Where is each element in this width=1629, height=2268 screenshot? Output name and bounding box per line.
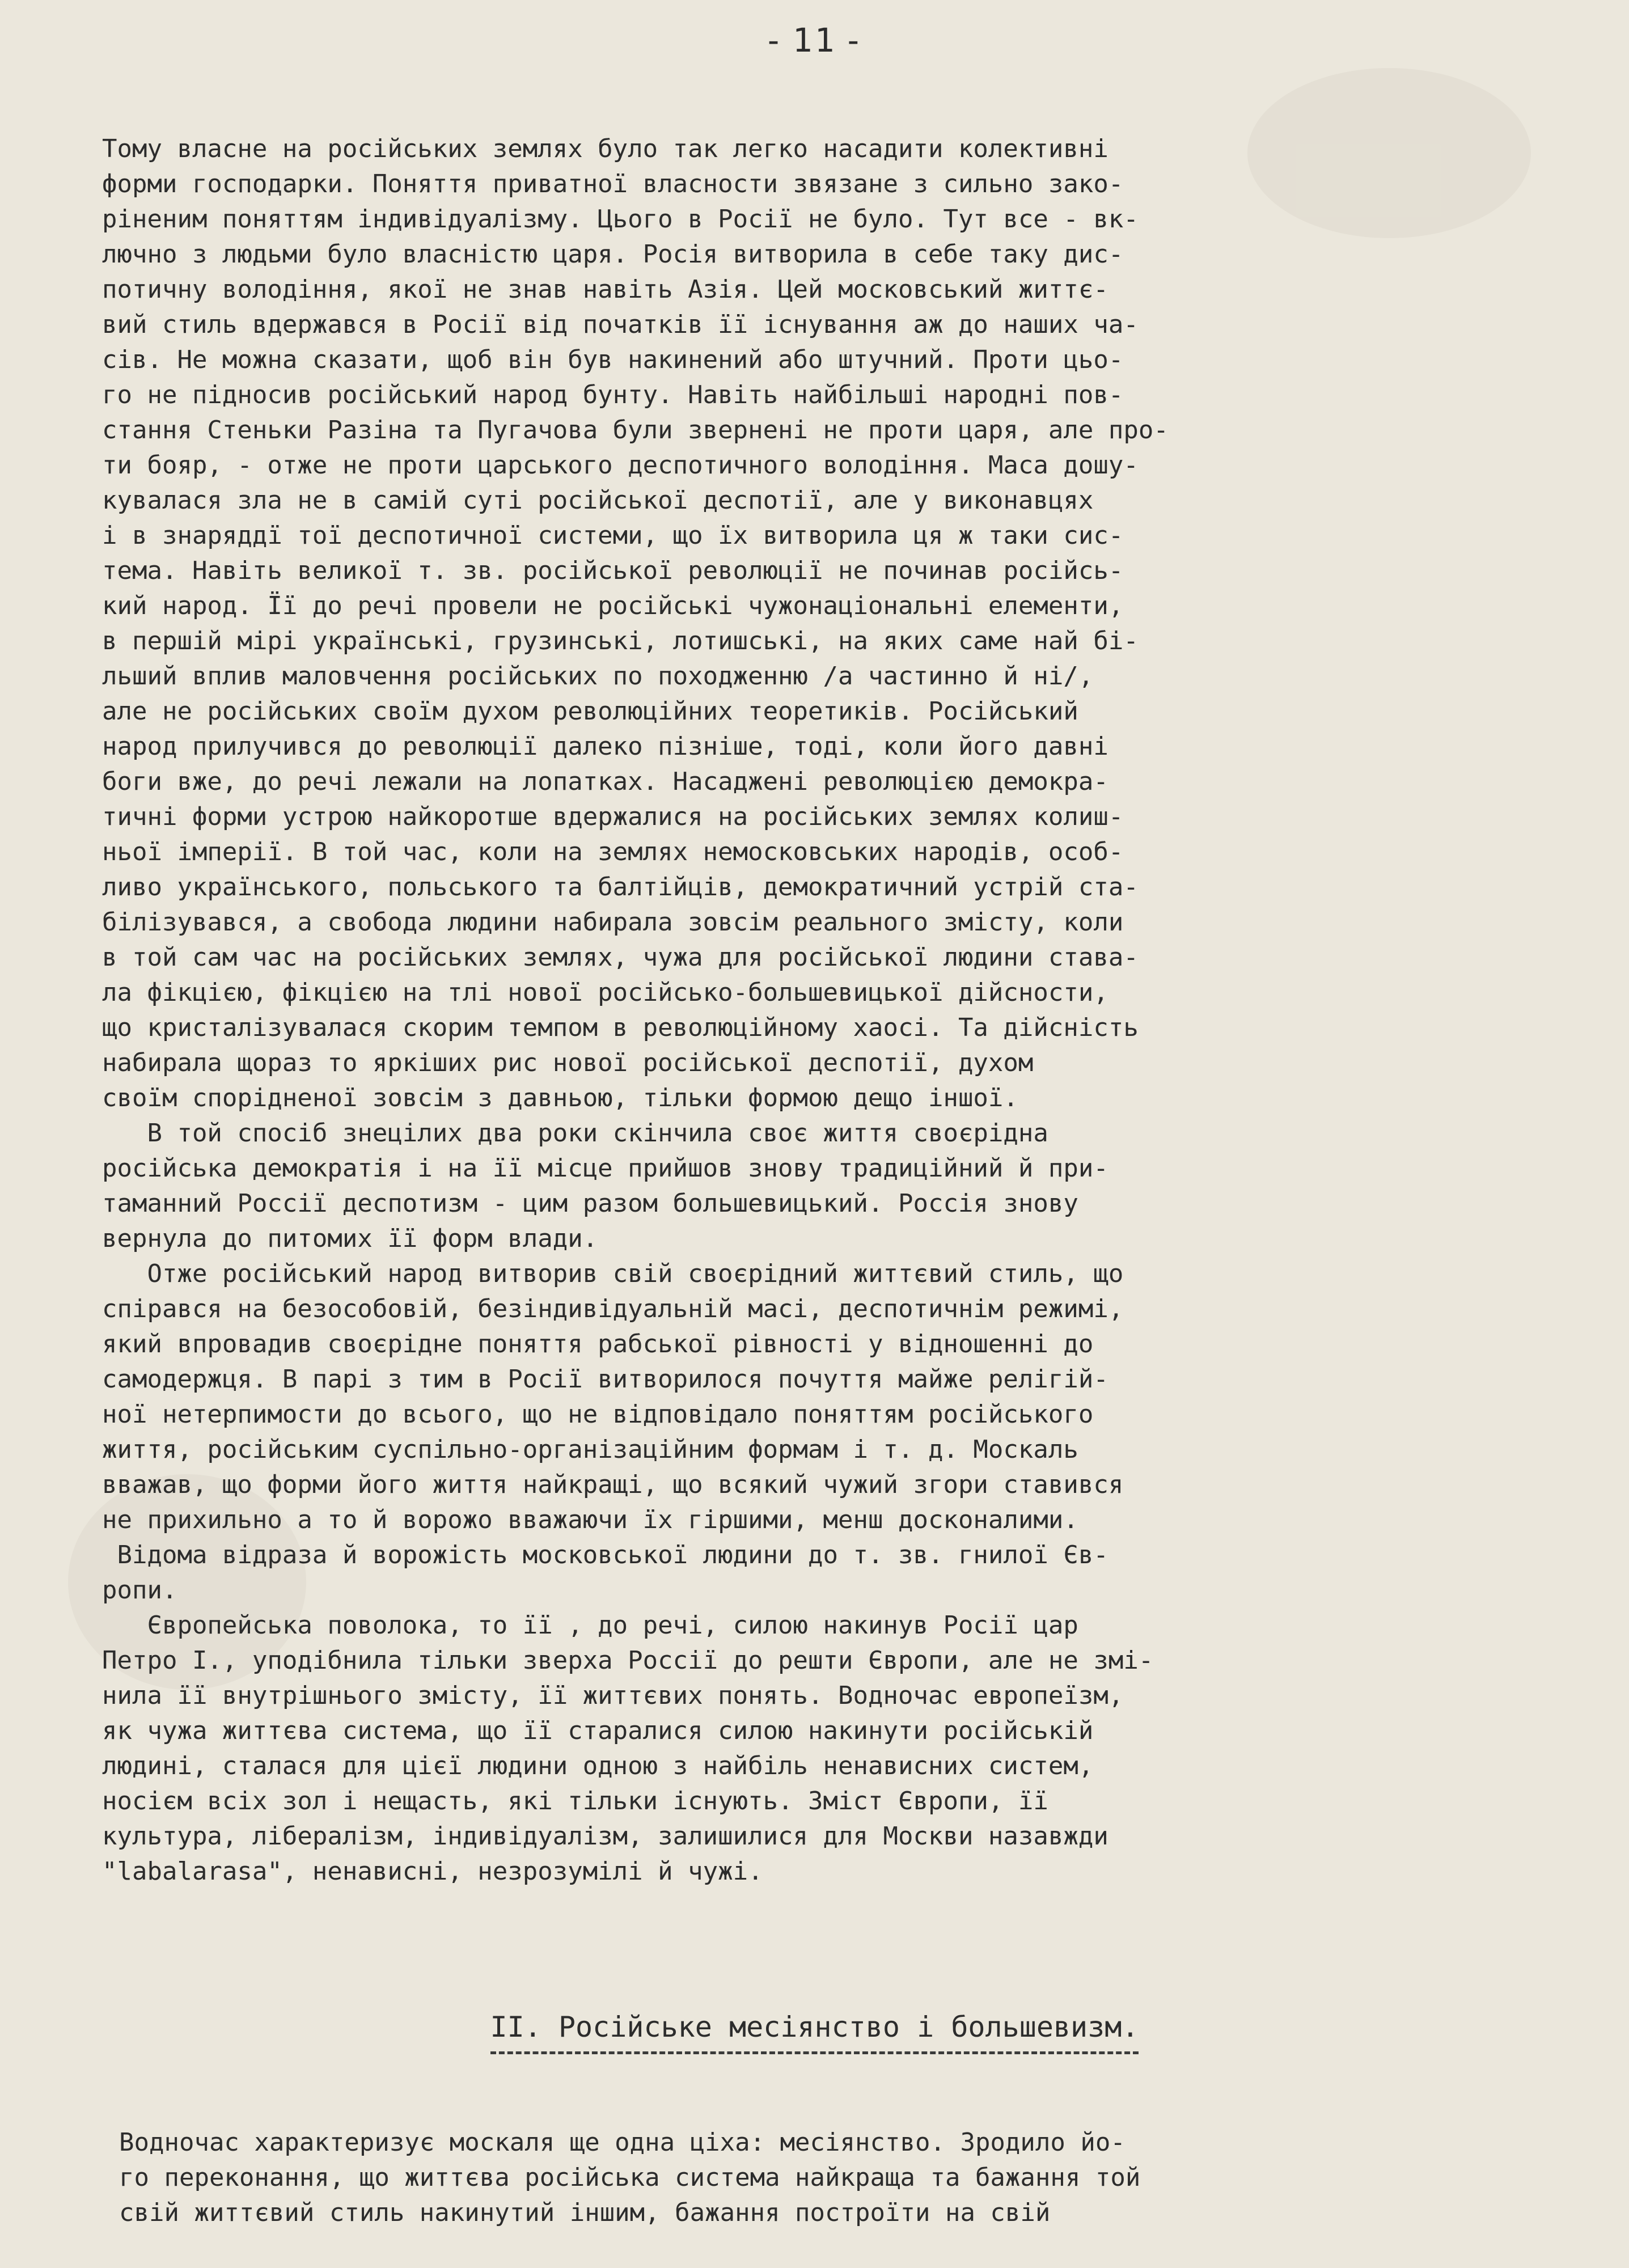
closing-paragraph — [119, 2125, 1571, 2231]
text-line: і в знаряддї тої деспотичної системи, що їх витворила ця ж таки сис- — [102, 521, 1124, 550]
text-line: свій життєвий стиль накинутий іншим, бажання построїти на свій — [119, 2198, 1051, 2227]
page-number-value: 11 — [792, 21, 837, 60]
text-line: народ прилучився до революції далеко пізніше, тоді, коли його давні — [102, 732, 1108, 761]
text-line: тичні форми устрою найкоротше вдержалися на російських землях колиш- — [102, 802, 1124, 831]
text-line: таманний Россії деспотизм - цим разом большевицький. Россія знову — [102, 1189, 1078, 1218]
text-line: набирала щораз то яркіших рис нової російської деспотії, духом — [102, 1048, 1034, 1077]
text-line: ти бояр, - отже не проти царського деспотичного володіння. Маса дошу- — [102, 451, 1139, 480]
text-line: лючно з людьми було власністю царя. Росія витворила в себе таку дис- — [102, 240, 1124, 269]
text-line: самодержця. В парі з тим в Росії витворилося почуття майже релігій- — [102, 1365, 1108, 1394]
page-number-dash-left: - — [763, 21, 786, 60]
text-line: спірався на безособовій, безіндивідуальній масі, деспотичнім режимі, — [102, 1294, 1124, 1323]
paragraph — [102, 1608, 1565, 1889]
text-line: носієм всіх зол і нещасть, які тільки існують. Зміст Європи, її — [102, 1787, 1048, 1816]
text-line: ньої імперії. В той час, коли на землях немосковських народів, особ- — [102, 837, 1124, 866]
text-line: потичну володіння, якої не знав навіть Азія. Цей московський життє- — [102, 275, 1108, 304]
text-line: кий народ. Її до речі провели не російські чужонаціональні елементи, — [102, 591, 1124, 620]
text-line: Водночас характеризує москаля ще одна ціха: месіянство. Зродило йо- — [119, 2128, 1126, 2157]
page-number-dash-right: - — [843, 21, 866, 60]
text-line: кувалася зла не в самій суті російської деспотії, але у виконавцях — [102, 486, 1094, 515]
text-line: життя, російським суспільно-організаційним формам і т. д. Москаль — [102, 1435, 1078, 1464]
text-line: "labalarasa", ненависні, незрозумілі й чужі. — [102, 1857, 763, 1886]
text-line: своїм спорідненої зовсім з давньою, тільки формою дещо іншої. — [102, 1084, 1018, 1112]
text-line: людині, сталася для цієї людини одною з найбіль ненависних систем, — [102, 1751, 1094, 1780]
text-line: Петро I., уподібнила тільки зверха Россії до решти Європи, але не змі- — [102, 1646, 1154, 1675]
text-line: ної нетерпимости до всього, що не відповідало поняттям російського — [102, 1400, 1094, 1429]
text-line: не прихильно а то й ворожо вважаючи їх гіршими, менш досконалими. — [102, 1505, 1078, 1534]
text-line: тема. Навіть великої т. зв. російської революції не починав російсь- — [102, 556, 1124, 585]
section-heading — [0, 2007, 1629, 2054]
text-line: форми господарки. Поняття приватної власности звязане з сильно зако- — [102, 170, 1124, 198]
paragraph — [102, 1116, 1565, 1256]
text-line: ливо українського, польського та балтійців, демократичний устрій ста- — [102, 873, 1139, 902]
text-line: що кристалізувалася скорим темпом в революційному хаосі. Та дійсність — [102, 1013, 1139, 1042]
text-line: сів. Не можна сказати, щоб він був накинений або штучний. Проти цьо- — [102, 345, 1124, 374]
text-line: стання Стеньки Разіна та Пугачова були звернені не проти царя, але про- — [102, 416, 1169, 445]
text-line: ропи. — [102, 1576, 177, 1605]
text-line: білізувався, а свобода людини набирала зовсім реального змісту, коли — [102, 908, 1124, 937]
paragraph — [102, 132, 1565, 1116]
text-line: вий стиль вдержався в Росії від початків її існування аж до наших ча- — [102, 310, 1139, 339]
text-line: го не підносив російський народ бунту. Навіть найбільші народні пов- — [102, 380, 1124, 409]
text-line: Відома відраза й ворожість московської людини до т. зв. гнилої Єв- — [102, 1541, 1108, 1569]
text-line: вернула до питомих її форм влади. — [102, 1224, 598, 1253]
text-line: в той сам час на російських землях, чужа для російської людини става- — [102, 943, 1139, 972]
text-line: але не російських своїм духом революційних теоретиків. Російський — [102, 697, 1078, 726]
text-line: Тому власне на російських землях було так легко насадити колективні — [102, 134, 1108, 163]
text-line: В той спосіб знецілих два роки скінчила своє життя своєрідна — [102, 1119, 1048, 1148]
text-line: вважав, що форми його життя найкращі, що всякий чужий згори ставився — [102, 1470, 1124, 1499]
page-number — [0, 23, 1629, 58]
text-line: го переконання, що життєва російська система найкраща та бажання той — [119, 2163, 1141, 2192]
text-line: боги вже, до речі лежали на лопатках. Насаджені революцією демокра- — [102, 767, 1108, 796]
text-line: льший вплив маловчення російських по походженню /а частинно й ні/, — [102, 662, 1094, 691]
text-line: який впровадив своєрідне поняття рабської рівності у відношенні до — [102, 1330, 1094, 1359]
section-heading-text: II. Російське месіянство і большевизм. — [490, 2007, 1139, 2054]
text-line: Європейська поволока, то її , до речі, силою накинув Росії цар — [102, 1611, 1078, 1640]
text-line: ла фікцією, фікцією на тлі нової російсько-большевицької дійсности, — [102, 978, 1108, 1007]
text-line: ріненим поняттям індивідуалізму. Цього в Росії не було. Тут все - вк- — [102, 205, 1139, 234]
text-line: Отже російський народ витворив свій своєрідний життєвий стиль, що — [102, 1259, 1124, 1288]
text-line: російська демократія і на її місце прийшов знову традиційний й при- — [102, 1154, 1108, 1183]
body-text — [102, 132, 1565, 1889]
text-line: культура, лібералізм, індивідуалізм, залишилися для Москви назавжди — [102, 1822, 1108, 1851]
text-line: в першій мірі українські, грузинські, лотишські, на яких саме най бі- — [102, 627, 1139, 655]
paragraph — [102, 1256, 1565, 1608]
text-line: як чужа життєва система, що її старалися силою накинути російській — [102, 1716, 1094, 1745]
text-line: нила її внутрішнього змісту, її життєвих понять. Водночас европеїзм, — [102, 1681, 1124, 1710]
